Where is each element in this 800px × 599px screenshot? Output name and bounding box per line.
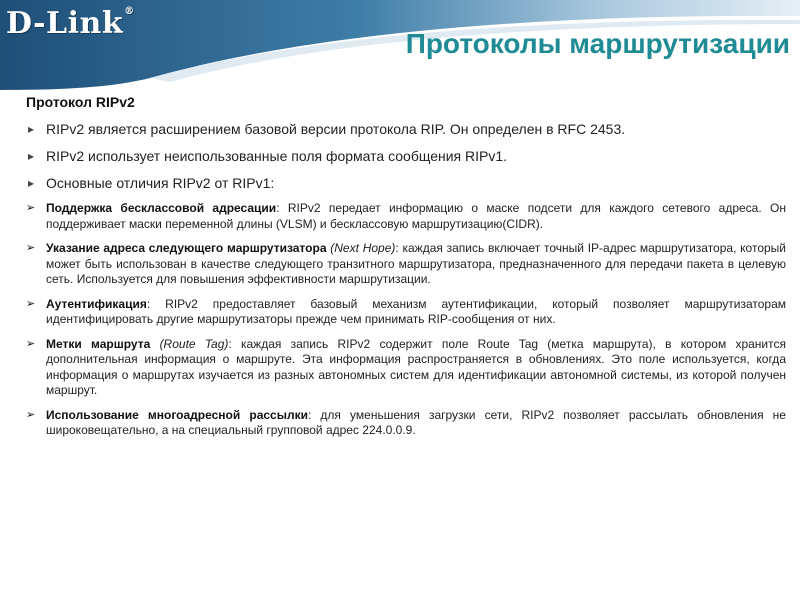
slide-content — [26, 94, 786, 448]
difference-text: : RIPv2 предоставляет базовый механизм аутентификации, который позволяет маршрутизаторам идентифицировать другие маршрутизаторы прежде чем принимать RIP-сообщения от них. — [46, 296, 786, 326]
difference-text: : RIPv2 передает информацию о маске подсети для каждого сетевого адреса. Он поддерживает маски переменной длины (VLSM) и бесклассовую маршрутизацию(CIDR). — [46, 201, 786, 231]
difference-term: Метки маршрута — [46, 336, 151, 351]
d-link-logo: D-Link® — [6, 6, 135, 41]
difference-term: Поддержка бесклассовой адресации — [46, 201, 277, 215]
difference-list — [26, 201, 786, 439]
page-title: Протоколы маршрутизации — [405, 28, 790, 59]
main-bullets — [26, 120, 786, 192]
difference-text: : каждая запись включает точный IP-адрес маршрутизатора, который может быть использован в качестве следующего транзитного маршрутизатора, предназначенного для передачи пакета в целевую сеть. Используется для повышения эффективности маршрутизации. — [46, 241, 787, 286]
bullet-item: ▸ RIPv2 использует неиспользованные поля формата сообщения RIPv1. — [26, 147, 786, 165]
difference-term: Указание адреса следующего маршрутизатора — [46, 241, 327, 255]
difference-text: : для уменьшения загрузки сети, RIPv2 позволяет рассылать обновления не широковещательно, а на специальный групповой адрес 224.0.0.9. — [46, 407, 786, 437]
difference-item — [26, 201, 786, 232]
difference-item — [26, 297, 786, 328]
difference-item — [26, 337, 786, 399]
difference-note: (Route Tag) — [159, 336, 229, 351]
difference-term: Аутентификация — [46, 296, 147, 311]
difference-text: : каждая запись RIPv2 содержит поле Route Tag (метка маршрута), в котором хранится дополнительная информация о маршруте. Эта информация распространяется в обновлениях. Это поле используется, когда информация о маршрутах изучается из разных автономных систем для идентификации автономной системы, из которой получен маршрут. — [46, 336, 786, 397]
difference-item — [26, 241, 786, 288]
difference-item — [26, 408, 786, 439]
difference-term: Использование многоадресной рассылки — [46, 407, 308, 422]
bullet-item: ▸ Основные отличия RIPv2 от RIPv1: — [26, 174, 786, 192]
section-title: Протокол RIPv2 — [26, 94, 135, 110]
difference-note: (Next Hope) — [330, 241, 396, 255]
bullet-item: ▸ RIPv2 является расширением базовой версии протокола RIP. Он определен в RFC 2453. — [26, 120, 786, 138]
